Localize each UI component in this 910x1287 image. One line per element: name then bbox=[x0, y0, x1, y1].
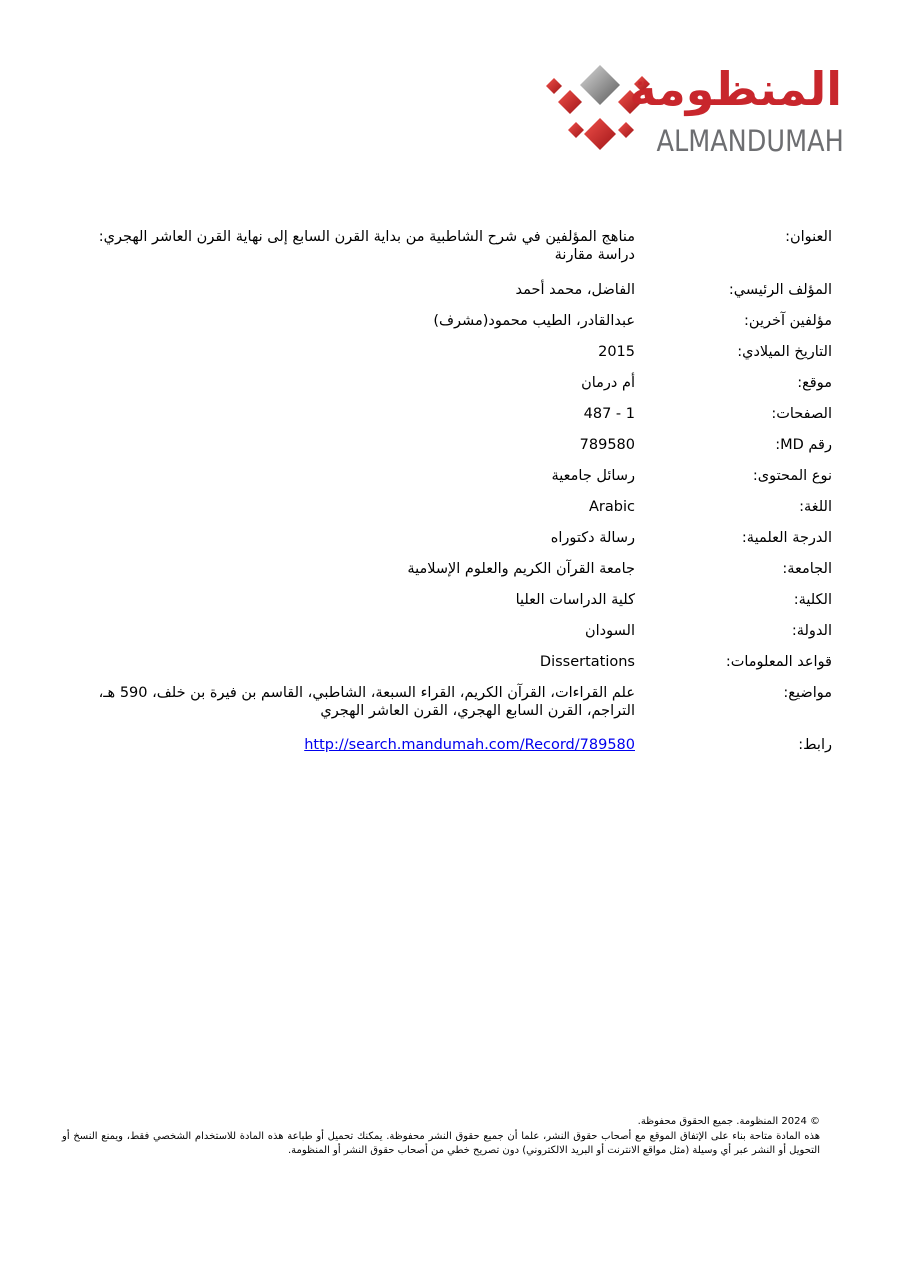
field-value-country: السودان bbox=[584, 623, 635, 639]
field-value-college: كلية الدراسات العليا bbox=[515, 592, 635, 608]
field-label: الدولة: bbox=[791, 623, 832, 639]
field-value-main-author: الفاضل، محمد أحمد bbox=[515, 282, 635, 298]
field-label: التاريخ الميلادي: bbox=[737, 344, 832, 360]
almandumah-logo bbox=[540, 62, 850, 162]
field-label: اللغة: bbox=[799, 499, 832, 515]
field-label: الصفحات: bbox=[771, 406, 832, 422]
copyright-line: © 2024 المنظومة. جميع الحقوق محفوظة. bbox=[637, 1116, 820, 1127]
field-value-md-number: 789580 bbox=[579, 437, 635, 453]
field-label: قواعد المعلومات: bbox=[725, 654, 832, 670]
field-label: مواضيع: bbox=[783, 685, 832, 701]
field-value-content-type: رسائل جامعية bbox=[551, 468, 635, 484]
field-value-title: مناهج المؤلفين في شرح الشاطبية من بداية القرن السابع إلى نهاية القرن العاشر الهجري: دراسة مقارنة bbox=[98, 229, 635, 263]
copyright-footer bbox=[62, 1115, 820, 1159]
record-link[interactable]: http://search.mandumah.com/Record/789580 bbox=[304, 737, 635, 753]
field-value-location: أم درمان bbox=[581, 375, 635, 391]
field-label: رابط: bbox=[798, 737, 832, 753]
field-label: رقم MD: bbox=[775, 437, 832, 453]
field-value-pages: 1 - 487 bbox=[583, 406, 635, 422]
field-value-link bbox=[85, 736, 635, 754]
field-label: مؤلفين آخرين: bbox=[744, 313, 832, 329]
field-value-date: 2015 bbox=[598, 344, 635, 360]
field-value-university: جامعة القرآن الكريم والعلوم الإسلامية bbox=[407, 561, 635, 577]
field-label: الدرجة العلمية: bbox=[741, 530, 832, 546]
field-label: الجامعة: bbox=[782, 561, 832, 577]
field-label: العنوان: bbox=[785, 229, 832, 245]
logo-english-text: ALMANDUMAH bbox=[656, 124, 844, 158]
field-value-degree: رسالة دكتوراه bbox=[550, 530, 635, 546]
field-label: موقع: bbox=[797, 375, 832, 391]
field-label: المؤلف الرئيسي: bbox=[728, 282, 832, 298]
field-label: الكلية: bbox=[793, 592, 832, 608]
field-value-databases: Dissertations bbox=[539, 654, 635, 670]
field-label: نوع المحتوى: bbox=[752, 468, 832, 484]
field-value-other-authors: عبدالقادر، الطيب محمود(مشرف) bbox=[433, 313, 635, 329]
field-value-subjects: علم القراءات، القرآن الكريم، القراء السبعة، الشاطبي، القاسم بن فيرة بن خلف، 590 هـ، التراجم، القرن السابع الهجري، القرن العاشر الهجري bbox=[98, 685, 635, 719]
logo-arabic-text: المنظومة bbox=[629, 62, 842, 116]
usage-notice: هذه المادة متاحة بناء على الإتفاق الموقع مع أصحاب حقوق النشر، علما أن جميع حقوق النشر محفوظة. يمكنك تحميل أو طباعة هذه المادة للاستخدام الشخصي فقط، ويمنع النسخ أو التحويل أو النشر عبر أي وسيلة (مثل مواقع الانترنت أو البريد الالكتروني) دون تصريح خطي من أصحاب حقوق النشر أو المنظومة. bbox=[62, 1130, 820, 1156]
field-value-language: Arabic bbox=[589, 499, 635, 515]
